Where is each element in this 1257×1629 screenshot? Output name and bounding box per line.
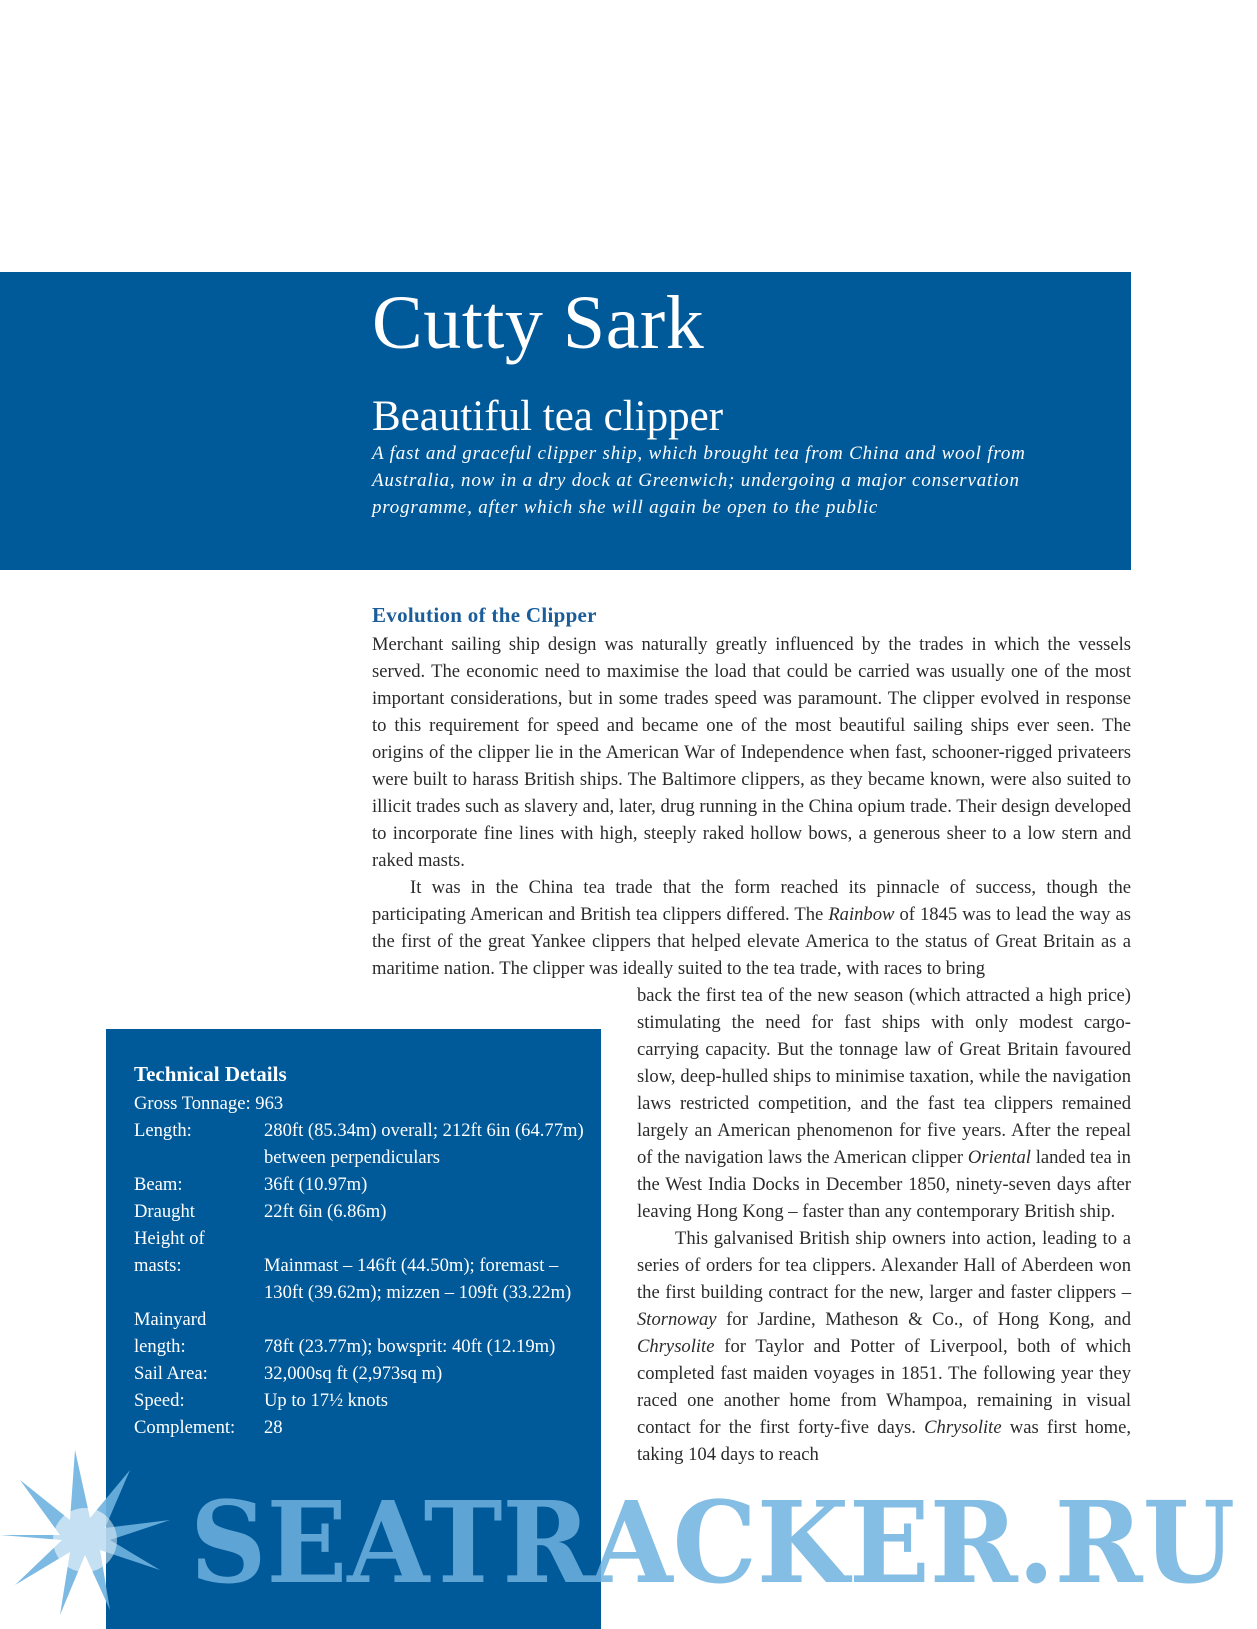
body-text-right xyxy=(637,982,1131,1468)
technical-details-title: Technical Details xyxy=(134,1062,287,1086)
ship-name: Rainbow xyxy=(828,904,895,925)
tech-row: Complement: 28 xyxy=(134,1417,283,1438)
tech-row: Beam: 36ft (10.97m) xyxy=(134,1174,368,1195)
tech-row: Speed: Up to 17½ knots xyxy=(134,1390,388,1411)
ship-name: Chrysolite xyxy=(924,1417,1002,1438)
technical-details-list xyxy=(134,1090,584,1441)
tech-row: Sail Area: 32,000sq ft (2,973sq m) xyxy=(134,1363,443,1384)
tech-row: Height of xyxy=(134,1228,205,1249)
tech-row: Mainyard xyxy=(134,1309,207,1330)
paragraph-2-continued: back the first tea of the new season (which attracted a high price) stimulating the need for fast ships with only modest cargo-carrying capacity. But the tonnage law of Great Britain favoured slow, deep-hulled ships to minimise taxation, while the navigation laws restricted competition, and the fast tea clippers remained largely an American phenomenon for five years. After the repeal of the navigation laws the American clipper Oriental landed tea in the West India Docks in December 1850, ninety-seven days after leaving Hong Kong – faster than any contemporary British ship. xyxy=(637,985,1131,1222)
tech-row: Draught 22ft 6in (6.86m) xyxy=(134,1201,387,1222)
watermark-text: SEATRACKER.RU xyxy=(190,1478,1235,1609)
tech-row: masts: Mainmast – 146ft (44.50m); foremast – 130ft (39.62m); mizzen – 109ft (33.22m) xyxy=(134,1255,572,1303)
section-heading: Evolution of the Clipper xyxy=(372,603,597,627)
page-title: Cutty Sark xyxy=(372,281,705,365)
page-subtitle: Beautiful tea clipper xyxy=(372,393,724,440)
ship-name: Stornoway xyxy=(637,1309,717,1330)
technical-details-box xyxy=(106,1029,601,1629)
ship-name: Chrysolite xyxy=(637,1336,715,1357)
tech-row: length: 78ft (23.77m); bowsprit: 40ft (12.19m) xyxy=(134,1336,556,1357)
intro-text: A fast and graceful clipper ship, which brought tea from China and wool from Australia, now in a dry dock at Greenwich; undergoing a major conservation programme, after which she will again be open to the public xyxy=(372,443,1026,518)
ship-name: Oriental xyxy=(967,1147,1031,1168)
paragraph-2: It was in the China tea trade that the form reached its pinnacle of success, though the participating American and British tea clippers differed. The Rainbow of 1845 was to lead the way as the first of the great Yankee clippers that helped elevate America to the status of Great Britain as a maritime nation. The clipper was ideally suited to the tea trade, with races to bring xyxy=(372,877,1131,979)
paragraph-1: Merchant sailing ship design was naturally greatly influenced by the trades in which the vessels served. The economic need to maximise the load that could be carried was usually one of the most important considerations, but in some trades speed was paramount. The clipper evolved in response to this requirement for speed and became one of the most beautiful sailing ships ever seen. The origins of the clipper lie in the American War of Independence when fast, schooner-rigged privateers were built to harass British ships. The Baltimore clippers, as they became known, were also suited to illicit trades such as slavery and, later, drug running in the China opium trade. Their design developed to incorporate fine lines with high, steeply raked hollow bows, a generous sheer to a low stern and raked masts. xyxy=(372,634,1131,871)
tech-row: Length: 280ft (85.34m) overall; 212ft 6in (64.77m) between perpendiculars xyxy=(134,1120,584,1168)
paragraph-3: This galvanised British ship owners into action, leading to a series of orders for tea clippers. Alexander Hall of Aberdeen won the first building contract for the new, larger and faster clippers – Stornoway for Jardine, Matheson & Co., of Hong Kong, and Chrysolite for Taylor and Potter of Liverpool, both of which completed fast maiden voyages in 1851. The following year they raced one another home from Whampoa, remaining in visual contact for the first forty-five days. Chrysolite was first home, taking 104 days to reach xyxy=(637,1228,1131,1465)
tech-row-gross-tonnage: Gross Tonnage: 963 xyxy=(134,1093,284,1114)
body-text-top xyxy=(372,631,1131,982)
